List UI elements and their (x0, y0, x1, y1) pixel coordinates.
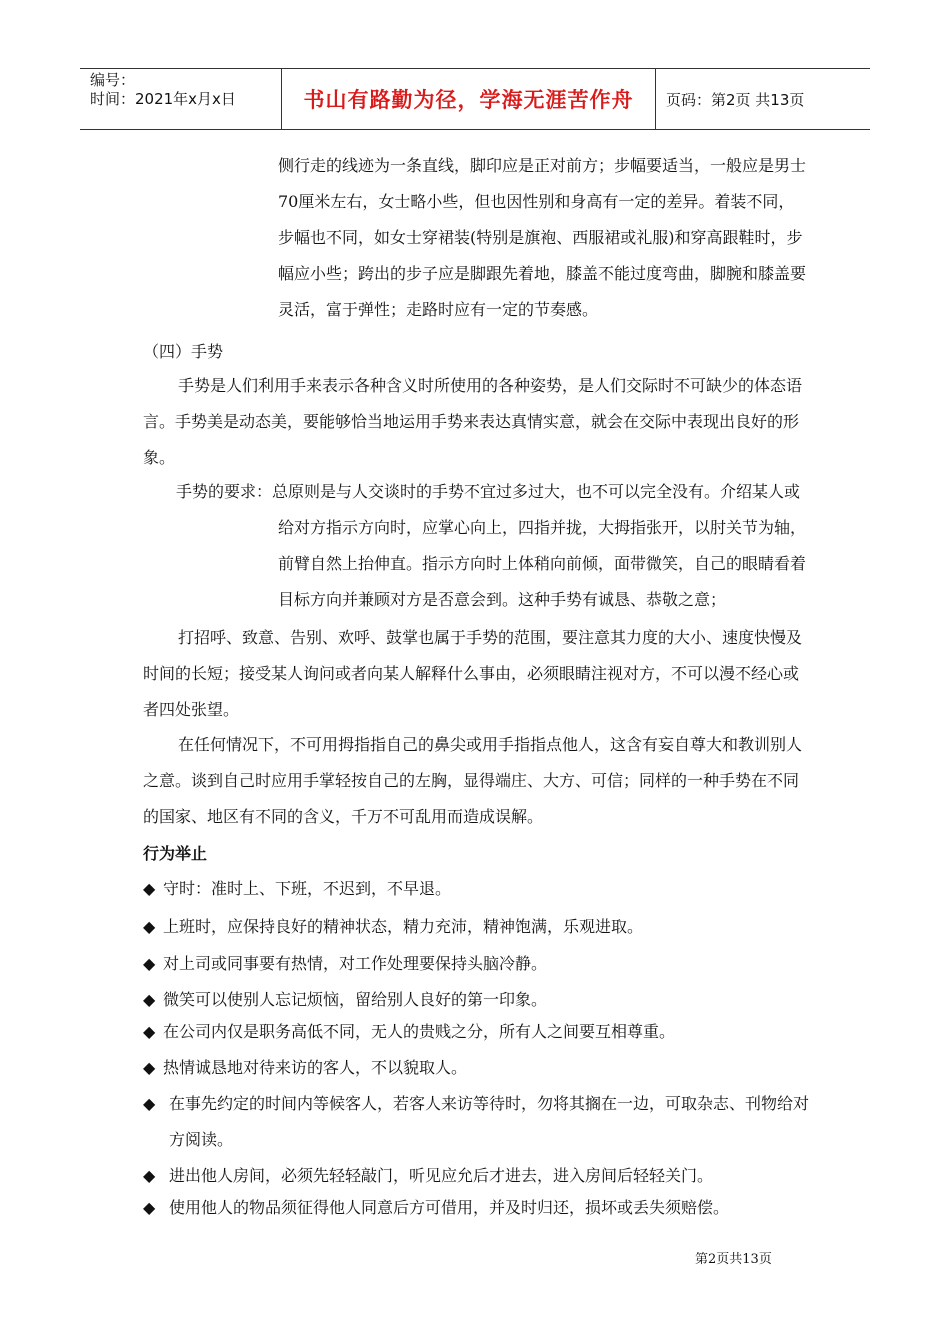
list-item-text: 在公司内仅是职务高低不同，无人的贵贱之分，所有人之间要互相尊重。 (163, 1022, 676, 1041)
diamond-bullet-icon: ◆ (143, 954, 156, 973)
list-item-text: 守时：准时上、下班，不迟到，不早退。 (163, 879, 452, 898)
diamond-bullet-icon: ◆ (143, 1198, 156, 1217)
section-heading-gesture: （四）手势 (143, 342, 224, 361)
list-item (143, 982, 810, 1018)
list-item (143, 1050, 810, 1086)
list-item-text: 在事先约定的时间内等候客人，若客人来访等待时，勿将其搁在一边，可取杂志、刊物给对方阅读。 (169, 1094, 810, 1149)
diamond-bullet-icon: ◆ (143, 1058, 156, 1077)
diamond-bullet-icon: ◆ (143, 1022, 156, 1041)
diamond-bullet-icon: ◆ (143, 879, 156, 898)
document-date: 时间：2021年x月x日 (90, 90, 236, 108)
list-item (143, 1158, 810, 1194)
list-item-text: 进出他人房间，必须先轻轻敲门，听见应允后才进去，进入房间后轻轻关门。 (169, 1166, 714, 1185)
diamond-bullet-icon: ◆ (143, 917, 156, 936)
list-item-text: 上班时，应保持良好的精神状态，精力充沛，精神饱满，乐观进取。 (163, 917, 644, 936)
list-item-text: 微笑可以使别人忘记烦恼，留给别人良好的第一印象。 (163, 990, 548, 1009)
list-item-text: 使用他人的物品须征得他人同意后方可借用，并及时归还，损坏或丢失须赔偿。 (169, 1198, 730, 1217)
paragraph-gesture-intro: 手势是人们利用手来表示各种含义时所使用的各种姿势，是人们交际时不可缺少的体态语言。手势美是动态美，要能够恰当地运用手势来表达真情实意，就会在交际中表现出良好的形象。 (143, 376, 803, 467)
list-item (143, 946, 810, 982)
paragraph-walking: 侧行走的线迹为一条直线，脚印应是正对前方；步幅要适当，一般应是男士70厘米左右，女士略小些，但也因性别和身高有一定的差异。着装不同，步幅也不同，如女士穿裙装(特别是旗袍、西服裙或礼服)和穿高跟鞋时，步幅应小些；跨出的步子应是脚跟先着地，膝盖不能过度弯曲，脚腕和膝盖要灵活，富于弹性；走路时应有一定的节奏感。 (278, 156, 807, 319)
list-item (143, 1190, 810, 1226)
page-footer: 第2页共13页 (695, 1252, 772, 1267)
header-meta (80, 69, 282, 129)
diamond-bullet-icon: ◆ (143, 990, 156, 1009)
list-item (143, 1086, 810, 1158)
diamond-bullet-icon: ◆ (143, 1094, 156, 1113)
list-item (143, 909, 810, 945)
list-item-text: 对上司或同事要有热情，对工作处理要保持头脑冷静。 (163, 954, 548, 973)
header-motto: 书山有路勤为径，学海无涯苦作舟 (282, 69, 656, 129)
list-item (143, 871, 810, 907)
document-number-label: 编号： (90, 71, 136, 89)
page-header (80, 68, 870, 130)
paragraph-greeting-gestures: 打招呼、致意、告别、欢呼、鼓掌也属于手势的范围，要注意其力度的大小、速度快慢及时间的长短；接受某人询问或者向某人解释什么事由，必须眼睛注视对方，不可以漫不经心或者四处张望。 (143, 628, 803, 719)
list-item-text: 热情诚恳地对待来访的客人，不以貌取人。 (163, 1058, 468, 1077)
list-item (143, 1014, 810, 1050)
header-page-number: 页码：第2页 共13页 (666, 90, 805, 109)
diamond-bullet-icon: ◆ (143, 1166, 156, 1185)
section-heading-behavior: 行为举止 (143, 844, 208, 863)
paragraph-gesture-requirements: 手势的要求：总原则是与人交谈时的手势不宜过多过大，也不可以完全没有。介绍某人或给对方指示方向时，应掌心向上，四指并拢，大拇指张开，以肘关节为轴，前臂自然上抬伸直。指示方向时上体稍向前倾，面带微笑，自己的眼睛看着目标方向并兼顾对方是否意会到。这种手势有诚恳、恭敬之意； (176, 482, 807, 609)
paragraph-never-point: 在任何情况下，不可用拇指指自己的鼻尖或用手指指点他人，这含有妄自尊大和教训别人之意。谈到自己时应用手掌轻按自己的左胸，显得端庄、大方、可信；同样的一种手势在不同的国家、地区有不同的含义，千万不可乱用而造成误解。 (143, 735, 803, 826)
